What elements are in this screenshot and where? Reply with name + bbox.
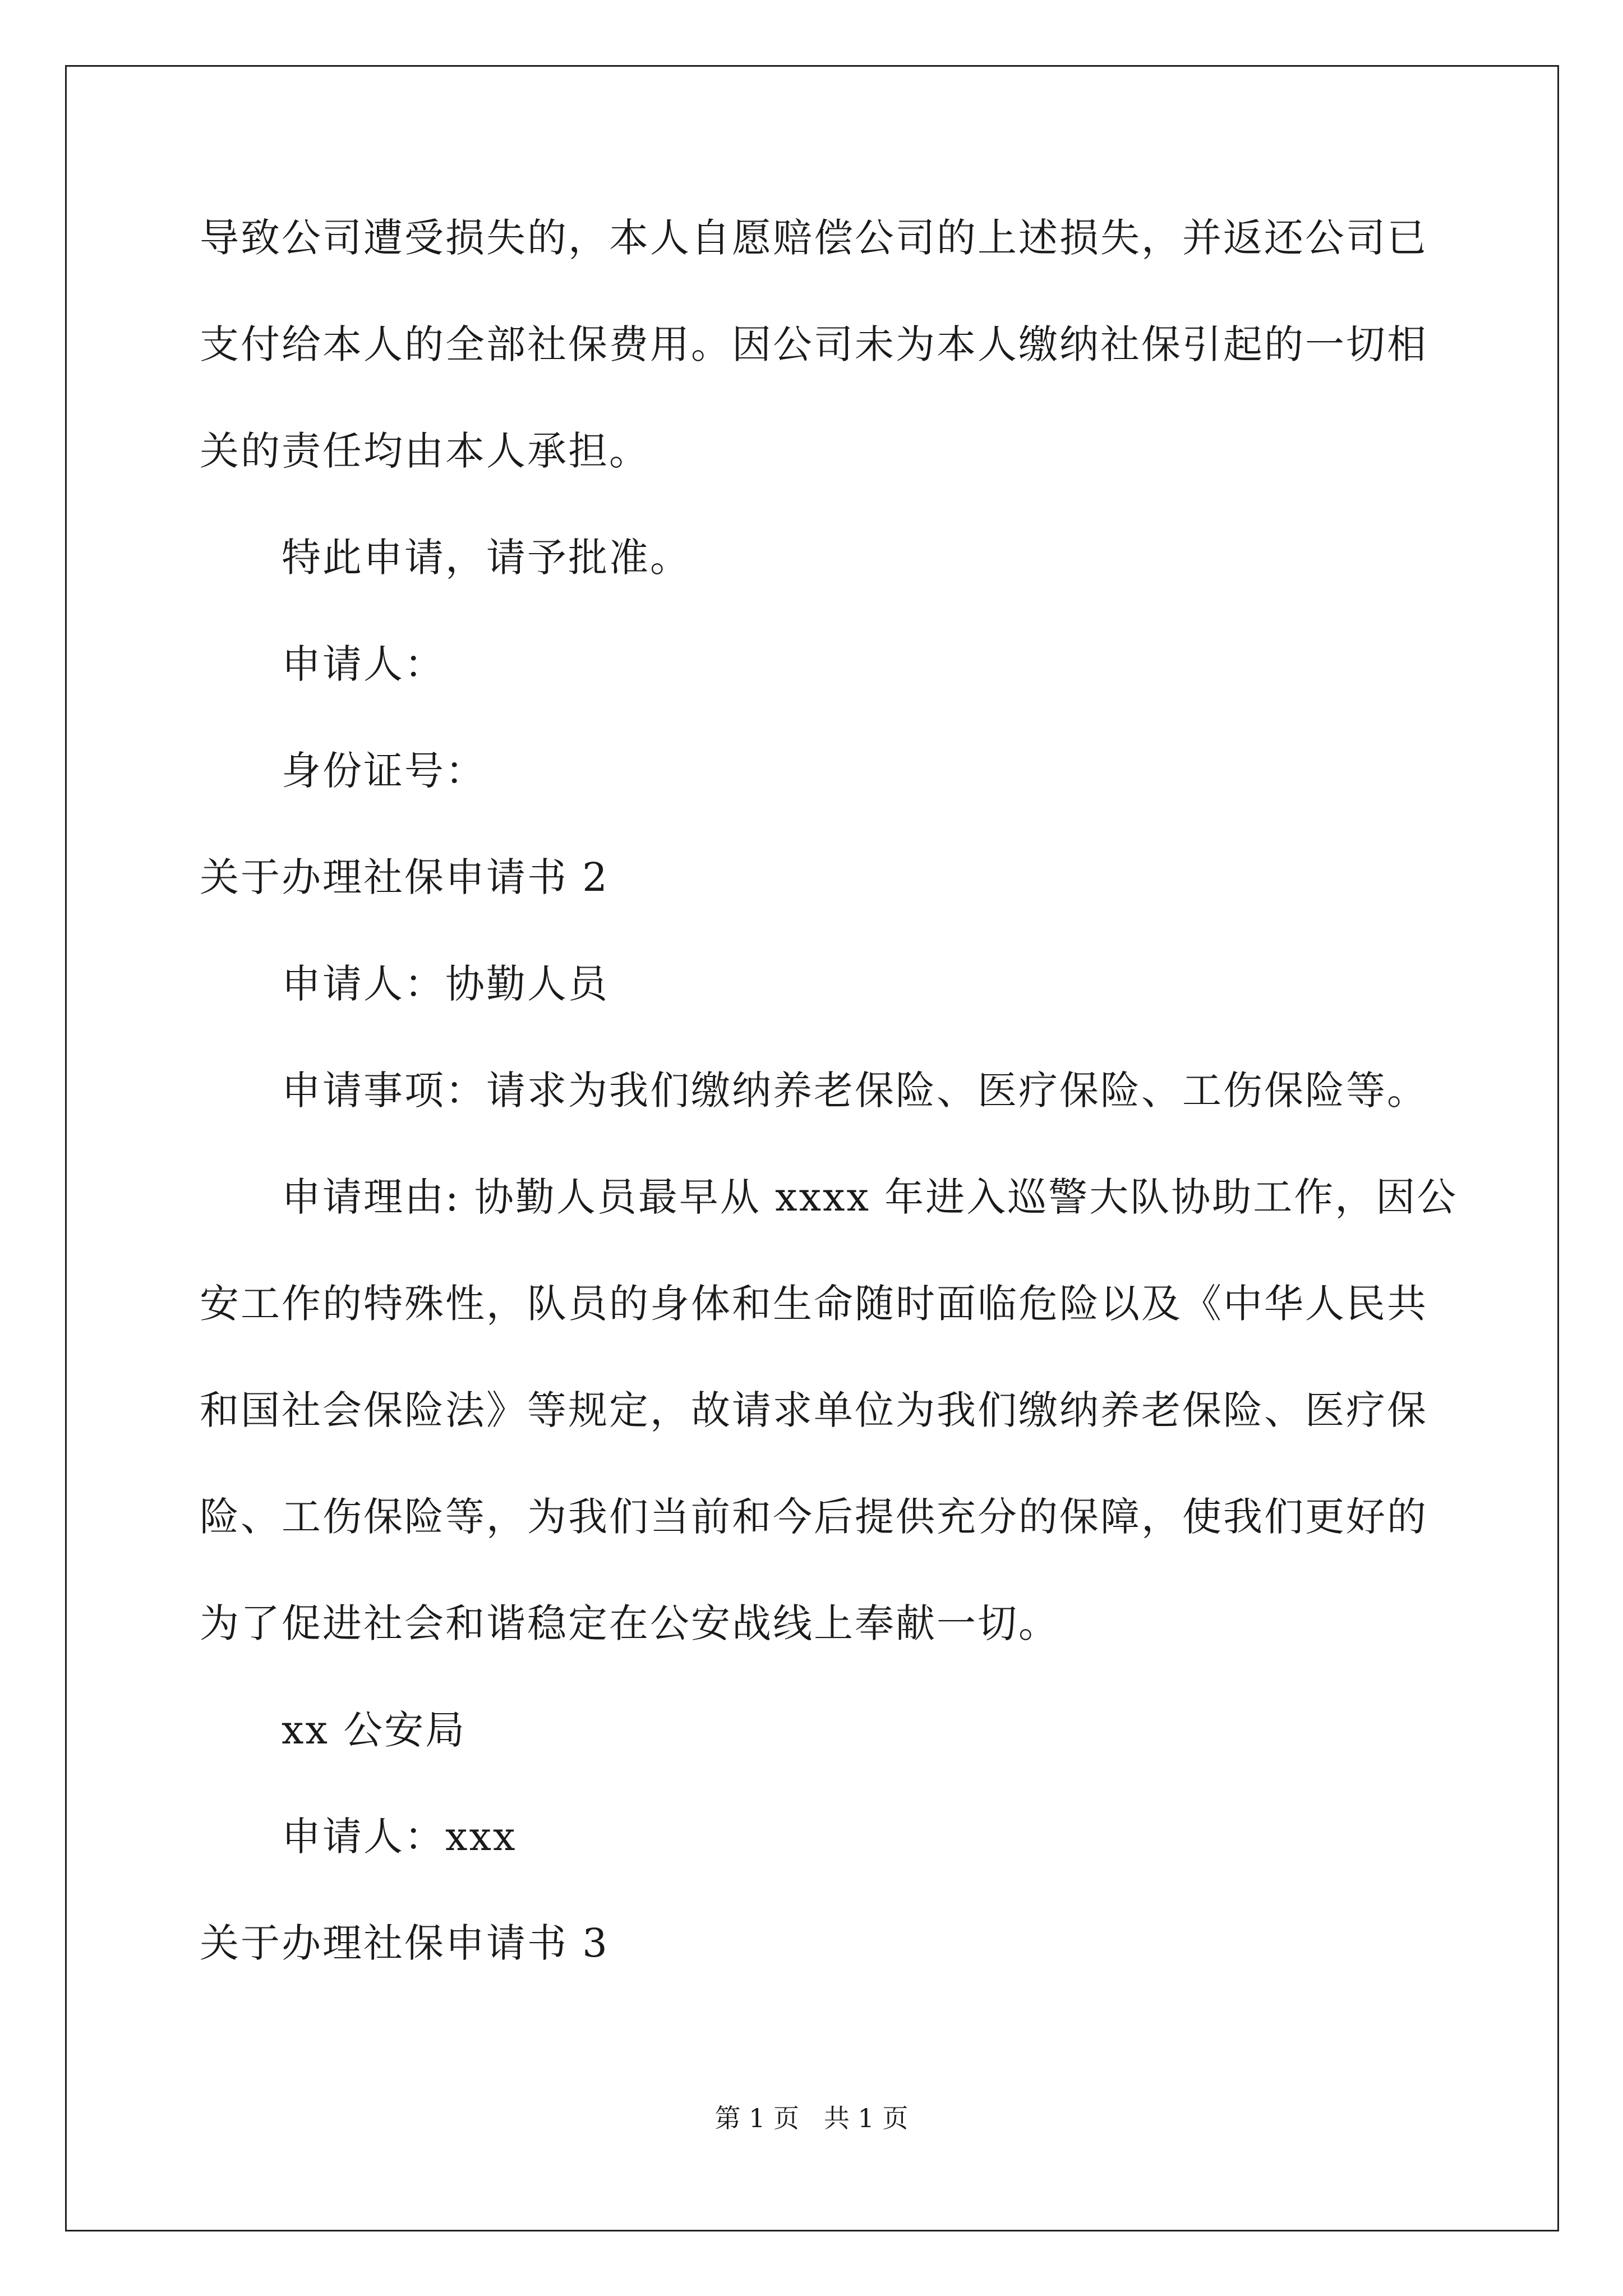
paragraph-line: 险、工伤保险等，为我们当前和今后提供充分的保障，使我们更好的: [200, 1494, 1428, 1540]
page-footer: 第 1 页 共 1 页: [714, 2103, 909, 2133]
paragraph-line: 支付给本人的全部社保费用。因公司未为本人缴纳社保引起的一切相: [200, 321, 1428, 367]
paragraph-line: 导致公司遭受损失的，本人自愿赔偿公司的上述损失，并返还公司已: [200, 215, 1428, 261]
section-heading-3: 关于办理社保申请书 3: [200, 1920, 609, 1966]
paragraph-line: 和国社会保险法》等规定，故请求单位为我们缴纳养老保险、医疗保: [200, 1387, 1428, 1433]
reason-line: 申请理由: 协勤人员最早从 xxxx 年进入巡警大队协助工作，因公: [282, 1174, 1458, 1220]
section-heading-2: 关于办理社保申请书 2: [200, 854, 609, 900]
id-number-label: 身份证号：: [282, 748, 486, 794]
applicant-signature-line: 申请人：xxx: [282, 1814, 517, 1860]
closing-request: 特此申请，请予批准。: [282, 535, 691, 581]
paragraph-line: 安工作的特殊性，队员的身体和生命随时面临危险以及《中华人民共: [200, 1281, 1428, 1327]
organization-line: xx 公安局: [282, 1707, 467, 1753]
page-border: [65, 65, 1559, 2231]
applicant-label: 申请人：: [282, 641, 445, 687]
request-items-line: 申请事项：请求为我们缴纳养老保险、医疗保险、工伤保险等。: [282, 1068, 1428, 1114]
paragraph-line: 关的责任均由本人承担。: [200, 428, 650, 474]
paragraph-line: 为了促进社会和谐稳定在公安战线上奉献一切。: [200, 1600, 1059, 1646]
applicant-line: 申请人：协勤人员: [282, 961, 609, 1007]
